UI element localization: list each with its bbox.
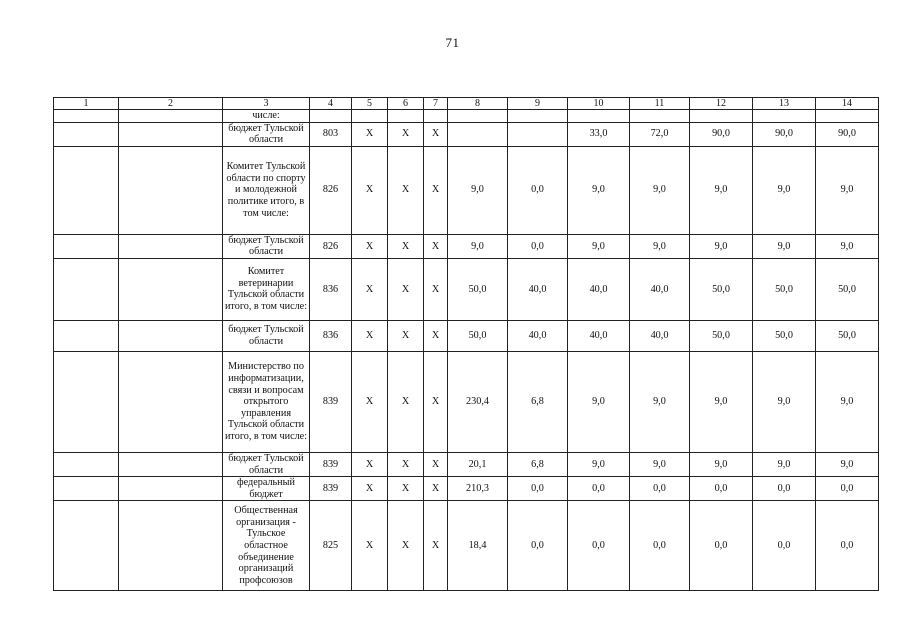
table-cell: 40,0 <box>630 258 690 320</box>
table-cell: 9,0 <box>690 452 753 476</box>
column-header: 8 <box>448 98 508 110</box>
table-cell: 6,8 <box>508 452 568 476</box>
table-cell: 0,0 <box>568 501 630 591</box>
table-cell: 826 <box>310 234 352 258</box>
table-cell: 9,0 <box>753 351 816 452</box>
table-cell: 90,0 <box>690 122 753 146</box>
table-cell: 40,0 <box>568 258 630 320</box>
table-row <box>54 146 879 234</box>
table-cell: 9,0 <box>753 452 816 476</box>
table-row <box>54 320 879 351</box>
table-cell: 90,0 <box>753 122 816 146</box>
table-cell: X <box>352 477 388 501</box>
table-cell: X <box>424 258 448 320</box>
table-cell: X <box>352 122 388 146</box>
table-row <box>54 477 879 501</box>
table-cell: 9,0 <box>448 146 508 234</box>
table-cell: 0,0 <box>630 477 690 501</box>
column-header: 7 <box>424 98 448 110</box>
table-cell: 33,0 <box>568 122 630 146</box>
row-label-cell: бюджет Тульской области <box>223 234 310 258</box>
column-header: 10 <box>568 98 630 110</box>
page-number: 71 <box>445 35 460 50</box>
table-cell: X <box>424 122 448 146</box>
table-cell: X <box>424 351 448 452</box>
table-cell: X <box>424 501 448 591</box>
table-cell <box>119 146 223 234</box>
column-header: 11 <box>630 98 690 110</box>
table-cell: 40,0 <box>508 258 568 320</box>
table-cell: X <box>424 320 448 351</box>
table-cell: 839 <box>310 351 352 452</box>
table-cell: X <box>424 477 448 501</box>
table-cell: 230,4 <box>448 351 508 452</box>
table-cell: X <box>388 452 424 476</box>
table-cell: X <box>388 122 424 146</box>
table-cell: 9,0 <box>630 351 690 452</box>
table-cell: X <box>388 351 424 452</box>
table-cell <box>54 146 119 234</box>
table-cell: 50,0 <box>448 258 508 320</box>
table-cell: X <box>388 501 424 591</box>
table-cell <box>54 320 119 351</box>
table-cell <box>119 110 223 123</box>
row-label-cell: числе: <box>223 110 310 123</box>
table-cell: X <box>352 351 388 452</box>
row-label-cell: Общественная организация - Тульское областное объединение организаций профсоюзов <box>223 501 310 591</box>
column-header: 6 <box>388 98 424 110</box>
table-cell: X <box>388 234 424 258</box>
table-cell <box>352 110 388 123</box>
table-cell <box>54 234 119 258</box>
table-cell: 0,0 <box>568 477 630 501</box>
table-cell: X <box>352 234 388 258</box>
table-cell <box>119 234 223 258</box>
row-label-cell: бюджет Тульской области <box>223 452 310 476</box>
table-cell: X <box>388 477 424 501</box>
table-cell <box>119 258 223 320</box>
column-header: 2 <box>119 98 223 110</box>
table-cell: 9,0 <box>816 234 879 258</box>
table-cell <box>54 122 119 146</box>
table-cell: 9,0 <box>630 452 690 476</box>
table-cell: X <box>388 146 424 234</box>
table-cell <box>448 122 508 146</box>
table-cell: 9,0 <box>630 234 690 258</box>
table-cell: 9,0 <box>816 351 879 452</box>
table-cell: 0,0 <box>816 477 879 501</box>
header-row <box>54 98 879 110</box>
table-cell: 72,0 <box>630 122 690 146</box>
table-cell: X <box>424 146 448 234</box>
budget-table <box>53 97 879 591</box>
table-cell: 803 <box>310 122 352 146</box>
column-header: 3 <box>223 98 310 110</box>
table-row <box>54 234 879 258</box>
table-row <box>54 452 879 476</box>
table-cell: 0,0 <box>508 477 568 501</box>
table-cell: X <box>388 258 424 320</box>
table-cell: 9,0 <box>568 452 630 476</box>
table-cell <box>119 452 223 476</box>
table-cell <box>119 477 223 501</box>
row-label-cell: Комитет Тульской области по спорту и молодежной политике итого, в том числе: <box>223 146 310 234</box>
table-cell: 825 <box>310 501 352 591</box>
table-cell: 40,0 <box>508 320 568 351</box>
table-cell: 9,0 <box>690 351 753 452</box>
table-cell <box>753 110 816 123</box>
table-cell <box>568 110 630 123</box>
table-cell <box>119 320 223 351</box>
table-row <box>54 351 879 452</box>
row-label-cell: федеральный бюджет <box>223 477 310 501</box>
table-cell: 0,0 <box>816 501 879 591</box>
table-cell: 9,0 <box>816 452 879 476</box>
table-row <box>54 110 879 123</box>
table-cell: 9,0 <box>630 146 690 234</box>
table-cell <box>630 110 690 123</box>
table-cell: 0,0 <box>508 234 568 258</box>
column-header: 1 <box>54 98 119 110</box>
table-cell <box>690 110 753 123</box>
table-cell <box>119 122 223 146</box>
table-cell <box>54 501 119 591</box>
table-cell: 0,0 <box>753 477 816 501</box>
table-cell: 0,0 <box>630 501 690 591</box>
table-cell: X <box>352 320 388 351</box>
table-row <box>54 501 879 591</box>
table-cell: X <box>352 146 388 234</box>
table-cell: 9,0 <box>690 234 753 258</box>
table-cell: 90,0 <box>816 122 879 146</box>
table-cell <box>310 110 352 123</box>
table-cell: 50,0 <box>753 258 816 320</box>
table-cell: 50,0 <box>816 320 879 351</box>
table-cell: 9,0 <box>816 146 879 234</box>
table-cell: 9,0 <box>448 234 508 258</box>
table-cell <box>119 351 223 452</box>
table-row <box>54 258 879 320</box>
table-cell: 839 <box>310 452 352 476</box>
table-cell: 50,0 <box>448 320 508 351</box>
table-cell: 826 <box>310 146 352 234</box>
table-cell: X <box>352 501 388 591</box>
table-cell: 9,0 <box>753 146 816 234</box>
table-cell: 50,0 <box>816 258 879 320</box>
table-cell <box>54 452 119 476</box>
column-header: 14 <box>816 98 879 110</box>
row-label-cell: бюджет Тульской области <box>223 320 310 351</box>
table-cell <box>54 110 119 123</box>
table-cell <box>54 477 119 501</box>
column-header: 13 <box>753 98 816 110</box>
table-cell: 9,0 <box>568 146 630 234</box>
row-label-cell: Комитет ветеринарии Тульской области итого, в том числе: <box>223 258 310 320</box>
table-cell: 9,0 <box>753 234 816 258</box>
table-cell: 9,0 <box>568 234 630 258</box>
table-cell <box>54 258 119 320</box>
table-cell: 0,0 <box>508 501 568 591</box>
table-cell: 0,0 <box>690 477 753 501</box>
table-cell: 40,0 <box>568 320 630 351</box>
table-cell <box>119 501 223 591</box>
column-header: 4 <box>310 98 352 110</box>
row-label-cell: Министерство по информатизации, связи и вопросам открытого управления Тульской области итого, в том числе: <box>223 351 310 452</box>
table-cell: 9,0 <box>568 351 630 452</box>
table-cell: 50,0 <box>690 258 753 320</box>
column-header: 9 <box>508 98 568 110</box>
table-cell: 210,3 <box>448 477 508 501</box>
column-header: 12 <box>690 98 753 110</box>
table-cell <box>816 110 879 123</box>
table-cell: 50,0 <box>753 320 816 351</box>
table-cell: X <box>352 258 388 320</box>
table-cell <box>424 110 448 123</box>
table-cell <box>508 110 568 123</box>
column-header: 5 <box>352 98 388 110</box>
table-cell: 836 <box>310 258 352 320</box>
table-cell: 6,8 <box>508 351 568 452</box>
table-cell: 839 <box>310 477 352 501</box>
table-cell: 0,0 <box>508 146 568 234</box>
row-label-cell: бюджет Тульской области <box>223 122 310 146</box>
table-cell: X <box>424 452 448 476</box>
table-cell: 18,4 <box>448 501 508 591</box>
table-cell <box>448 110 508 123</box>
table-cell: 40,0 <box>630 320 690 351</box>
table-row <box>54 122 879 146</box>
table-cell: 0,0 <box>753 501 816 591</box>
table-cell: X <box>352 452 388 476</box>
table-cell: 836 <box>310 320 352 351</box>
table-cell <box>508 122 568 146</box>
table-cell <box>388 110 424 123</box>
table-cell: 20,1 <box>448 452 508 476</box>
table-cell: 50,0 <box>690 320 753 351</box>
table-cell: 9,0 <box>690 146 753 234</box>
table-cell: X <box>388 320 424 351</box>
table-cell: X <box>424 234 448 258</box>
table-cell: 0,0 <box>690 501 753 591</box>
table-cell <box>54 351 119 452</box>
